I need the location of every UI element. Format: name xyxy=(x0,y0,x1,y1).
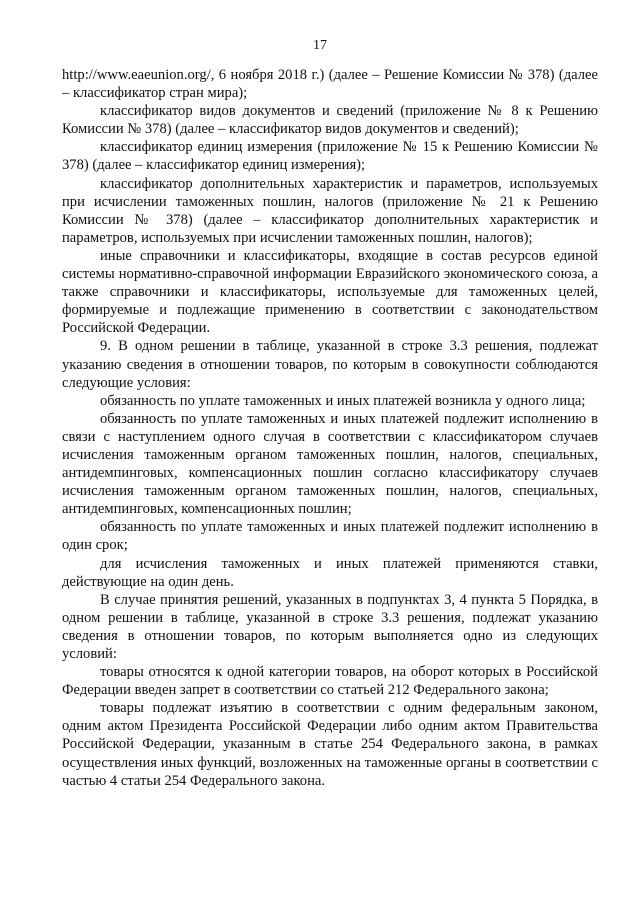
paragraph: классификатор дополнительных характеристик и параметров, используемых при исчислении таможенных пошлин, налогов (приложение № 21 к Решению Комиссии № 378) (далее – классификатор дополнительных характеристик и параметров, используемых при исчислении таможенных пошлин, налогов); xyxy=(62,175,598,246)
paragraph: для исчисления таможенных и иных платежей применяются ставки, действующие на один день. xyxy=(62,555,598,590)
paragraph: В случае принятия решений, указанных в подпунктах 3, 4 пункта 5 Порядка, в одном решении в таблице, указанной в строке 3.3 решения, подлежат указанию сведения в отношении товаров, по которым выполняется одно из следующих условий: xyxy=(62,591,598,662)
paragraph: http://www.eaeunion.org/, 6 ноября 2018 г.) (далее – Решение Комиссии № 378) (далее – классификатор стран мира); xyxy=(62,67,598,102)
paragraph: обязанность по уплате таможенных и иных платежей возникла у одного лица; xyxy=(100,392,586,409)
paragraph: иные справочники и классификаторы, входящие в состав ресурсов единой системы нормативно-справочной информации Евразийского экономического союза, а также справочники и классификаторы, используемые для таможенных целей, формируемые и подлежащие применению в соответствии с законодательством Российской Федерации. xyxy=(62,247,598,337)
paragraph: товары подлежат изъятию в соответствии с одним федеральным законом, одним актом Президента Российской Федерации либо одним актом Правительства Российской Федерации, указанным в статье 254 Федерального закона, в рамках осуществления иных функций, возложенных на таможенные органы в соответствии с частью 4 статьи 254 Федерального закона. xyxy=(62,700,598,789)
body-text xyxy=(62,66,598,790)
paragraph: товары относятся к одной категории товаров, на оборот которых в Российской Федерации введен запрет в соответствии со статьей 212 Федерального закона; xyxy=(62,664,598,699)
paragraph: 9. В одном решении в таблице, указанной в строке 3.3 решения, подлежат указанию сведения в отношении товаров, по которым в совокупности соблюдаются следующие условия: xyxy=(62,338,598,391)
paragraph: обязанность по уплате таможенных и иных платежей подлежит исполнению в один срок; xyxy=(62,519,598,554)
paragraph: обязанность по уплате таможенных и иных платежей подлежит исполнению в связи с наступлением одного случая в соответствии с классификатором случаев исчисления таможенным органом таможенных пошлин, налогов, специальных, антидемпинговых, компенсационных пошлин согласно классификатору случаев исчисления таможенным органом таможенных пошлин, налогов, специальных, антидемпинговых, компенсационных пошлин; xyxy=(62,410,598,518)
paragraph: классификатор видов документов и сведений (приложение № 8 к Решению Комиссии № 378) (далее – классификатор видов документов и сведений); xyxy=(62,103,598,138)
page-number: 17 xyxy=(313,38,327,53)
paragraph: классификатор единиц измерения (приложение № 15 к Решению Комиссии № 378) (далее – классификатор единиц измерения); xyxy=(62,139,598,174)
